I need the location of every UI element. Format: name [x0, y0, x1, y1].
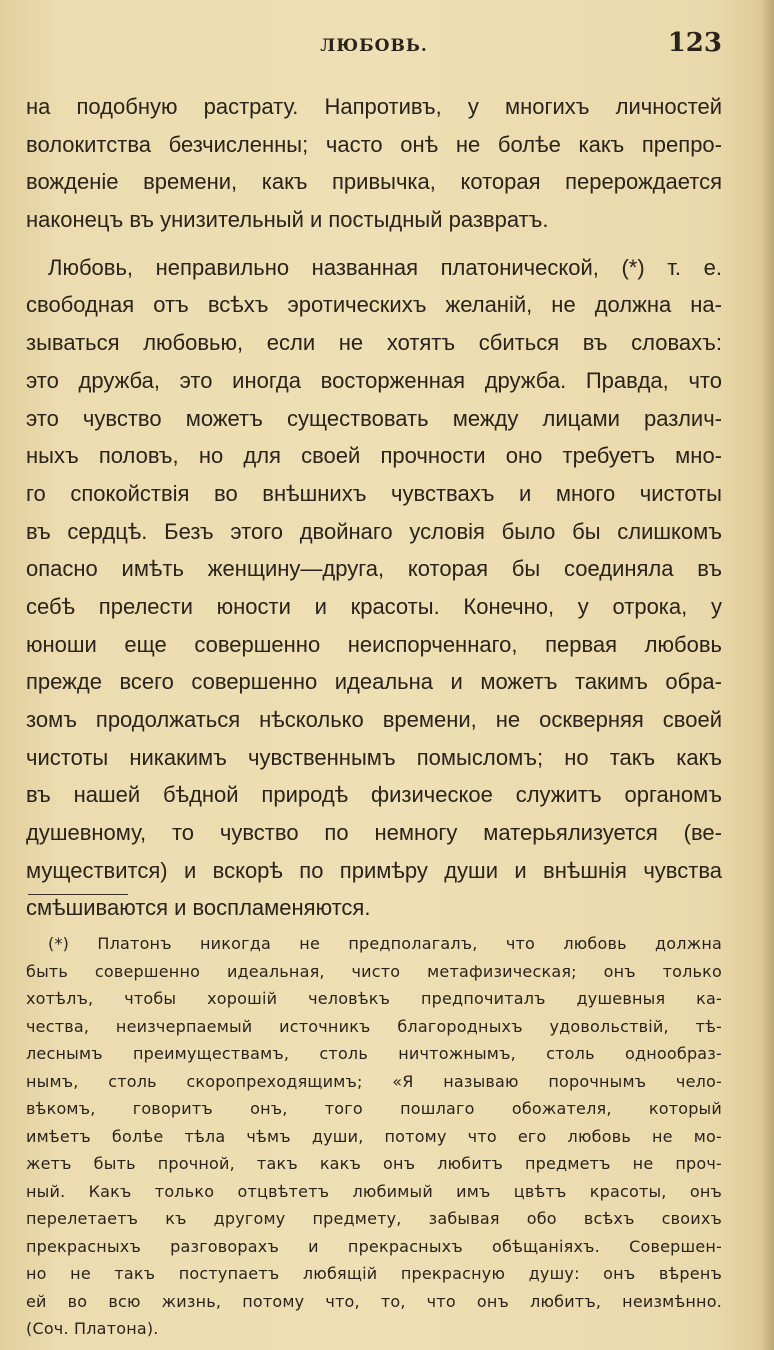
page-edge-shadow	[760, 0, 774, 1350]
text-line: волокитства безчисленны; часто онѣ не болѣе какъ препро-	[26, 131, 722, 157]
footnote-line: (Соч. Платона).	[26, 1319, 159, 1338]
text-line: юноши еще совершенно неиспорченнаго, первая любовь	[26, 631, 722, 657]
footnote-line: нымъ, столь скоропреходящимъ; «Я называю порочнымъ чело-	[26, 1071, 722, 1091]
text-line: на подобную растрату. Напротивъ, у многихъ личностей	[26, 94, 722, 119]
footnote-line: ный. Какъ только отцвѣтетъ любимый имъ цвѣтъ красоты, онъ	[26, 1181, 722, 1201]
text-line: опасно имѣть женщину—друга, которая бы соединяла въ	[26, 556, 722, 582]
text-line: это чувство можетъ существовать между лицами различ-	[26, 405, 722, 431]
text-line: зомъ продолжаться нѣсколько времени, не оскверняя своей	[26, 707, 722, 732]
text-line: въ нашей бѣдной природѣ физическое служитъ органомъ	[26, 782, 722, 808]
footnote-line: ей во всю жизнь, потому что, то, что онъ любитъ, неизмѣнно.	[26, 1291, 722, 1311]
footnote-line: перелетаетъ къ другому предмету, забывая обо всѣхъ своихъ	[26, 1209, 722, 1228]
footnote-line: жетъ быть прочной, такъ какъ онъ любитъ предметъ не проч-	[26, 1154, 722, 1173]
text-line: смѣшиваются и воспламеняются.	[26, 895, 371, 921]
footnote-line: (*) Платонъ никогда не предполагалъ, что любовь должна	[48, 934, 722, 953]
footnote-separator	[28, 894, 128, 895]
text-line: душевному, то чувство по немногу матерьялизуется (ве-	[26, 820, 722, 846]
page-number: 123	[667, 28, 722, 58]
text-line: въ сердцѣ. Безъ этого двойнаго условія было бы слишкомъ	[26, 518, 722, 544]
footnote	[26, 930, 722, 1343]
text-line: ныхъ половъ, но для своей прочности оно требуетъ мно-	[26, 443, 722, 469]
text-line: зываться любовью, если не хотятъ сбиться въ словахъ:	[26, 330, 722, 356]
footnote-line: чества, неизчерпаемый источникъ благородныхъ удовольствій, тѣ-	[26, 1016, 722, 1036]
text-line: наконецъ въ унизительный и постыдный развратъ.	[26, 207, 549, 233]
text-line: свободная отъ всѣхъ эротическихъ желаній, не должна на-	[26, 292, 722, 318]
footnote-line: хотѣлъ, чтобы хорошій человѣкъ предпочиталъ душевныя ка-	[26, 989, 722, 1008]
footnote-line: но не такъ поступаетъ любящій прекрасную душу: онъ вѣренъ	[26, 1264, 722, 1283]
text-line: себѣ прелести юности и красоты. Конечно, у отрока, у	[26, 593, 722, 619]
text-line: муществится) и вскорѣ по примѣру души и внѣшнія чувства	[26, 857, 722, 883]
main-text	[26, 88, 722, 927]
footnote-line: вѣкомъ, говоритъ онъ, того пошлаго обожателя, который	[26, 1099, 722, 1118]
text-line: Любовь, неправильно названная платонической, (*) т. е.	[48, 254, 722, 280]
footnote-line: прекрасныхъ разговорахъ и прекрасныхъ обѣщаніяхъ. Совершен-	[26, 1236, 722, 1256]
running-title: ЛЮБОВЬ.	[320, 36, 428, 56]
text-line: го спокойствія во внѣшнихъ чувствахъ и много чистоты	[26, 480, 722, 506]
footnote-line: быть совершенно идеальная, чисто метафизическая; онъ только	[26, 961, 722, 981]
text-line: вожденіе времени, какъ привычка, которая перерождается	[26, 169, 722, 195]
text-line: прежде всего совершенно идеальна и можетъ такимъ обра-	[26, 669, 722, 695]
page-header	[26, 28, 722, 68]
footnote-line: леснымъ преимуществамъ, столь ничтожнымъ, столь однообраз-	[26, 1044, 722, 1063]
text-line: чистоты никакимъ чувственнымъ помысломъ; но такъ какъ	[26, 744, 722, 770]
text-line: это дружба, это иногда восторженная дружба. Правда, что	[26, 367, 722, 393]
footnote-line: имѣетъ болѣе тѣла чѣмъ души, потому что его любовь не мо-	[26, 1126, 722, 1146]
